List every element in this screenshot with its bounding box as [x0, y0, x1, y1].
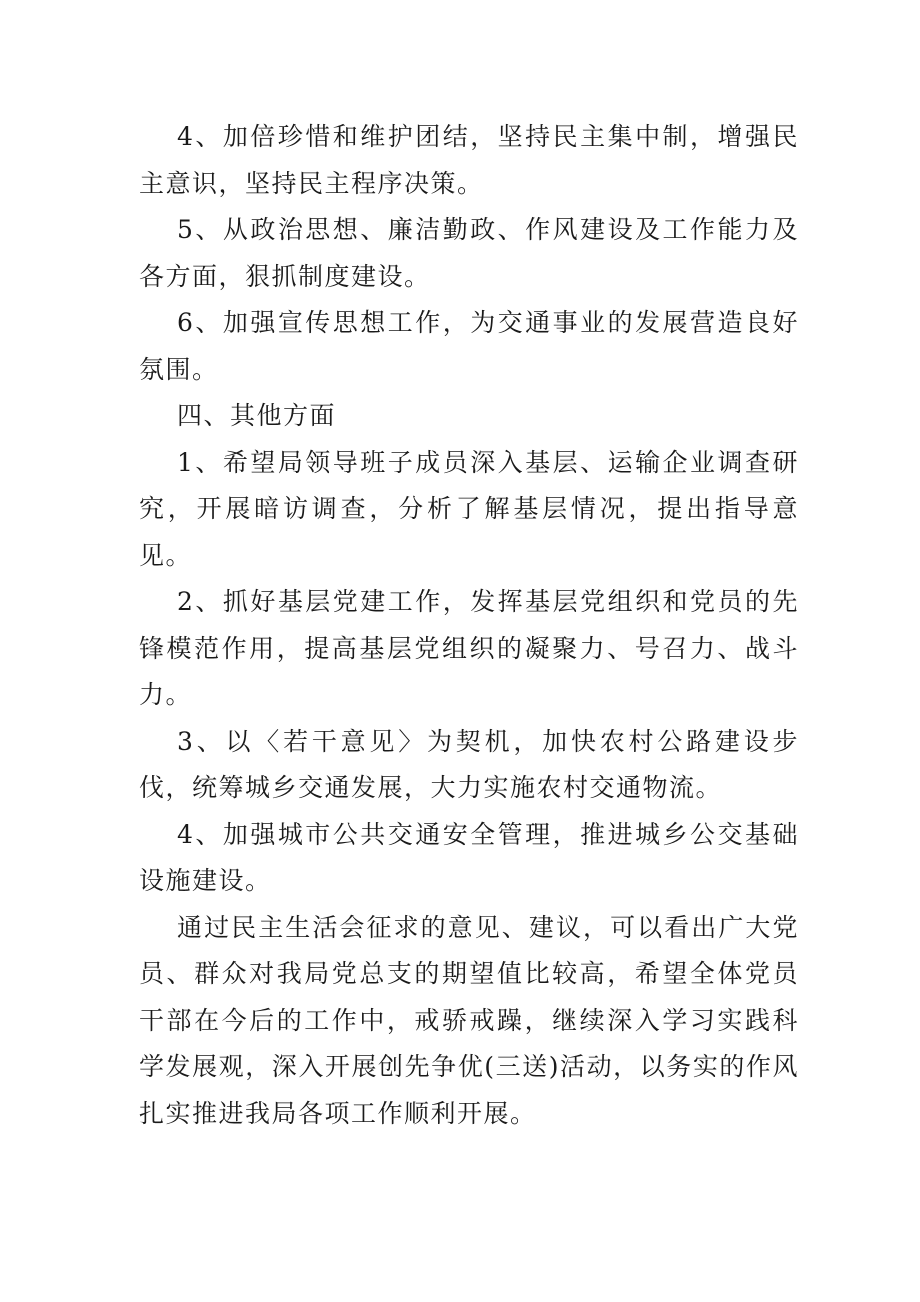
section-heading-other: 四、其他方面 — [177, 401, 337, 430]
paragraph-conclusion: 通过民主生活会征求的意见、建议，可以看出广大党员、群众对我局党总支的期望值比较高，希望全体党员干部在今后的工作中，戒骄戒躁，继续深入学习实践科学发展观，深入开展创先争优(三送)活动，以务实的作风扎实推进我局各项工作顺利开展。 — [139, 912, 799, 1128]
paragraph-other-item-4: 4、加强城市公共交通安全管理，推进城乡公交基础设施建设。 — [139, 819, 799, 895]
paragraph-other-item-1: 1、希望局领导班子成员深入基层、运输企业调查研究，开展暗访调查，分析了解基层情况，提出指导意见。 — [139, 447, 799, 570]
paragraph-item-6-publicity: 6、加强宣传思想工作，为交通事业的发展营造良好氛围。 — [139, 308, 799, 384]
paragraph-item-4-unity: 4、加倍珍惜和维护团结，坚持民主集中制，增强民主意识，坚持民主程序决策。 — [139, 122, 799, 198]
paragraph-other-item-3: 3、以〈若干意见〉为契机，加快农村公路建设步伐，统筹城乡交通发展，大力实施农村交通物流。 — [139, 726, 799, 802]
paragraph-other-item-2: 2、抓好基层党建工作，发挥基层党组织和党员的先锋模范作用，提高基层党组织的凝聚力、号召力、战斗力。 — [139, 587, 799, 709]
paragraph-item-5-system: 5、从政治思想、廉洁勤政、作风建设及工作能力及各方面，狠抓制度建设。 — [139, 215, 799, 291]
document-body — [139, 114, 799, 1137]
